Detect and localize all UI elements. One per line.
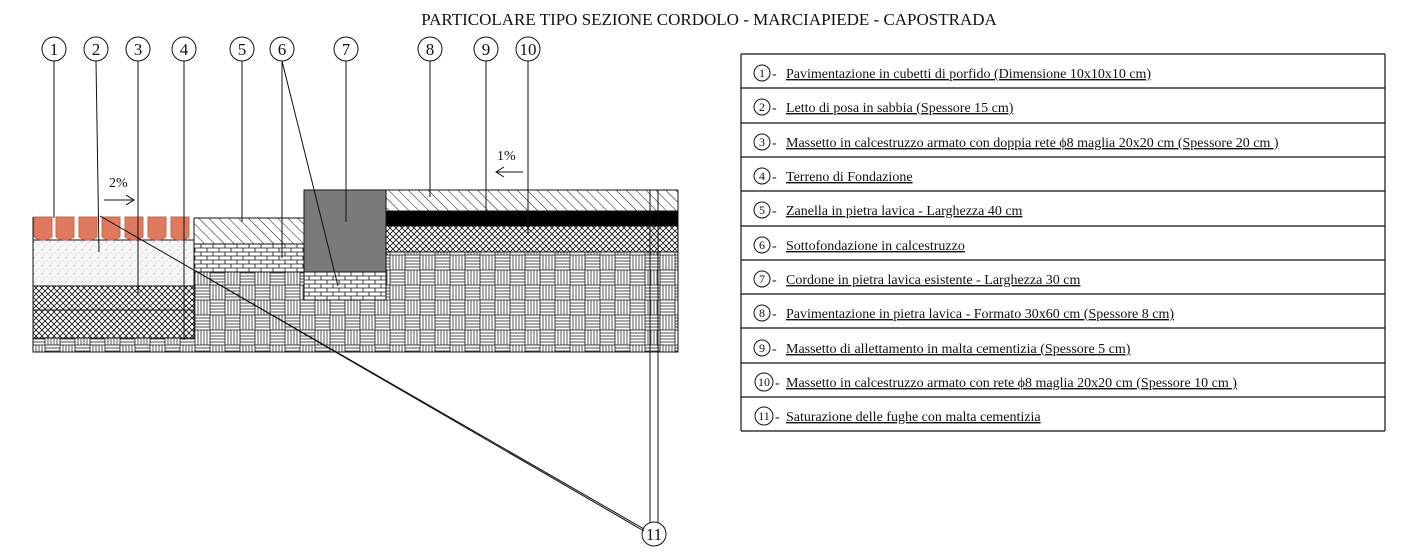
legend-row <box>754 168 913 185</box>
sand-bed-layer <box>33 240 194 286</box>
legend-num: 11 <box>758 409 770 423</box>
legend-num: 9 <box>759 341 765 355</box>
legend-text: Cordone in pietra lavica esistente - Larghezza 30 cm <box>786 273 1081 288</box>
legend-row <box>754 237 965 254</box>
callout-7-label: 7 <box>341 40 351 59</box>
legend-dash: - <box>772 273 777 288</box>
slope-left-label: 2% <box>109 176 128 191</box>
curb-lava-stone <box>304 190 386 272</box>
legend-text: Zanella in pietra lavica - Larghezza 40 cm <box>786 204 1023 219</box>
mortar-bed-layer <box>386 211 678 226</box>
slope-right-label: 1% <box>497 149 516 164</box>
legend-dash: - <box>772 101 777 116</box>
legend-dash: - <box>772 307 777 322</box>
legend-row <box>755 407 1041 425</box>
reinforced-slab-right <box>386 226 678 252</box>
legend-text: Saturazione delle fughe con malta cementizia <box>786 410 1041 425</box>
legend-dash: - <box>775 410 780 425</box>
legend-dash: - <box>772 204 777 219</box>
legend-num: 4 <box>759 169 765 183</box>
callout-9-label: 9 <box>481 40 491 59</box>
callout-8-label: 8 <box>425 40 435 59</box>
legend-text: Pavimentazione in pietra lavica - Formato 30x60 cm (Spessore 8 cm) <box>786 307 1175 322</box>
legend-num: 5 <box>759 203 765 217</box>
slope-right-arrow <box>496 167 523 177</box>
legend-dash: - <box>772 170 777 185</box>
legend-num: 3 <box>759 135 765 149</box>
drawing-title: PARTICOLARE TIPO SEZIONE CORDOLO - MARCIAPIEDE - CAPOSTRADA <box>421 10 997 29</box>
legend-row <box>754 99 1014 116</box>
legend-num: 2 <box>759 100 765 114</box>
legend-rows <box>754 65 1279 425</box>
legend-dash: - <box>772 67 777 82</box>
legend-row <box>755 373 1237 391</box>
legend-text: Letto di posa in sabbia (Spessore 15 cm) <box>786 101 1014 116</box>
legend-text: Massetto di allettamento in malta cementizia (Spessore 5 cm) <box>786 342 1131 357</box>
legend-dash: - <box>775 376 780 391</box>
legend-row <box>754 340 1131 357</box>
legend-num: 6 <box>759 238 765 252</box>
legend-text: Sottofondazione in calcestruzzo <box>786 239 965 254</box>
legend-dash: - <box>772 136 777 151</box>
gutter-lava-stone <box>194 218 304 244</box>
legend-row <box>754 305 1174 322</box>
callout-3-label: 3 <box>133 40 143 59</box>
legend-text: Pavimentazione in cubetti di porfido (Dimensione 10x10x10 cm) <box>786 67 1152 82</box>
slope-left-arrow <box>104 195 134 205</box>
legend-num: 8 <box>759 306 765 320</box>
legend-num: 7 <box>759 272 765 286</box>
legend-text: Terreno di Fondazione <box>786 170 913 185</box>
legend-dash: - <box>772 239 777 254</box>
legend-num: 1 <box>759 66 765 80</box>
legend-row <box>754 271 1081 288</box>
callout-10-label: 10 <box>519 40 537 59</box>
porphyry-cubes <box>34 217 189 240</box>
legend-row <box>754 202 1023 219</box>
reinforced-slab-left-bottom <box>33 310 194 338</box>
gutter-subfoundation <box>194 244 304 272</box>
legend-dash: - <box>772 342 777 357</box>
curb-subfoundation <box>304 272 386 300</box>
legend-text: Massetto in calcestruzzo armato con doppia rete ϕ8 maglia 20x20 cm (Spessore 20 cm ) <box>786 136 1279 151</box>
callout-1-label: 1 <box>49 40 59 59</box>
callout-5-label: 5 <box>237 40 247 59</box>
callout-2-label: 2 <box>91 40 101 59</box>
callout-6-label: 6 <box>277 40 287 59</box>
callout-4-label: 4 <box>179 40 189 59</box>
legend-row <box>754 134 1279 151</box>
callout-11-label: 11 <box>645 525 663 544</box>
legend-num: 10 <box>758 375 770 389</box>
legend-row <box>754 65 1151 82</box>
legend-text: Massetto in calcestruzzo armato con rete ϕ8 maglia 20x20 cm (Spessore 10 cm ) <box>786 376 1237 391</box>
reinforced-slab-left-top <box>33 286 194 310</box>
